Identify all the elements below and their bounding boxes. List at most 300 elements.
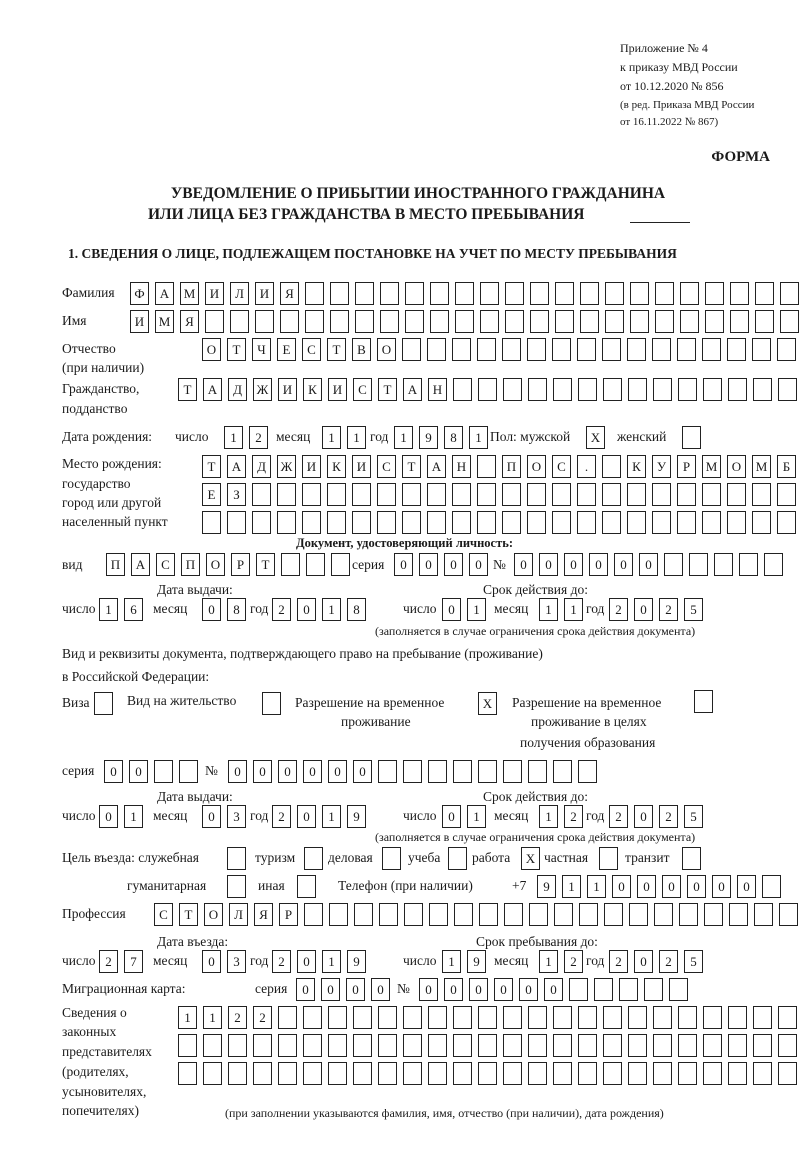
char-cell[interactable]: 2 bbox=[609, 805, 628, 828]
char-cell[interactable] bbox=[352, 511, 371, 534]
char-cell[interactable] bbox=[529, 903, 548, 926]
reps-field-line2[interactable] bbox=[178, 1034, 797, 1057]
profession-field[interactable] bbox=[154, 903, 798, 926]
char-cell[interactable] bbox=[404, 903, 423, 926]
char-cell[interactable] bbox=[552, 338, 571, 361]
birth-month-field[interactable] bbox=[322, 426, 366, 449]
char-cell[interactable]: 0 bbox=[297, 598, 316, 621]
char-cell[interactable] bbox=[302, 511, 321, 534]
char-cell[interactable] bbox=[605, 310, 624, 333]
char-cell[interactable] bbox=[577, 483, 596, 506]
char-cell[interactable] bbox=[252, 483, 271, 506]
char-cell[interactable] bbox=[328, 1034, 347, 1057]
char-cell[interactable] bbox=[382, 847, 401, 870]
char-cell[interactable]: 0 bbox=[419, 978, 438, 1001]
char-cell[interactable] bbox=[430, 282, 449, 305]
birthplace-field-line2[interactable] bbox=[202, 483, 796, 506]
entry-month-field[interactable] bbox=[202, 950, 246, 973]
char-cell[interactable] bbox=[379, 903, 398, 926]
char-cell[interactable]: 0 bbox=[303, 760, 322, 783]
char-cell[interactable]: 0 bbox=[687, 875, 706, 898]
char-cell[interactable]: 2 bbox=[659, 805, 678, 828]
char-cell[interactable]: С bbox=[154, 903, 173, 926]
char-cell[interactable] bbox=[578, 760, 597, 783]
char-cell[interactable] bbox=[452, 511, 471, 534]
char-cell[interactable] bbox=[753, 378, 772, 401]
char-cell[interactable]: 0 bbox=[202, 598, 221, 621]
phone-field[interactable] bbox=[537, 875, 781, 898]
char-cell[interactable] bbox=[619, 978, 638, 1001]
char-cell[interactable] bbox=[654, 903, 673, 926]
char-cell[interactable]: А bbox=[427, 455, 446, 478]
char-cell[interactable] bbox=[205, 310, 224, 333]
char-cell[interactable]: 0 bbox=[202, 805, 221, 828]
char-cell[interactable] bbox=[752, 483, 771, 506]
char-cell[interactable] bbox=[453, 1034, 472, 1057]
char-cell[interactable] bbox=[302, 483, 321, 506]
char-cell[interactable]: А bbox=[131, 553, 150, 576]
char-cell[interactable]: 0 bbox=[253, 760, 272, 783]
char-cell[interactable]: Т bbox=[256, 553, 275, 576]
char-cell[interactable]: С bbox=[377, 455, 396, 478]
char-cell[interactable]: Д bbox=[252, 455, 271, 478]
char-cell[interactable] bbox=[478, 1006, 497, 1029]
char-cell[interactable]: 0 bbox=[544, 978, 563, 1001]
char-cell[interactable]: К bbox=[303, 378, 322, 401]
char-cell[interactable] bbox=[505, 310, 524, 333]
char-cell[interactable]: Т bbox=[227, 338, 246, 361]
stay-month-field[interactable] bbox=[539, 950, 583, 973]
char-cell[interactable] bbox=[203, 1034, 222, 1057]
char-cell[interactable] bbox=[228, 1034, 247, 1057]
reps-field-line1[interactable] bbox=[178, 1006, 797, 1029]
char-cell[interactable]: 0 bbox=[296, 978, 315, 1001]
entry-year-field[interactable] bbox=[272, 950, 366, 973]
char-cell[interactable] bbox=[502, 483, 521, 506]
char-cell[interactable] bbox=[603, 1034, 622, 1057]
char-cell[interactable]: С bbox=[156, 553, 175, 576]
purpose-business-checkbox[interactable] bbox=[382, 847, 401, 870]
char-cell[interactable] bbox=[528, 378, 547, 401]
char-cell[interactable] bbox=[603, 1006, 622, 1029]
char-cell[interactable] bbox=[297, 875, 316, 898]
char-cell[interactable] bbox=[527, 511, 546, 534]
char-cell[interactable]: Т bbox=[179, 903, 198, 926]
char-cell[interactable]: А bbox=[203, 378, 222, 401]
char-cell[interactable]: 0 bbox=[228, 760, 247, 783]
char-cell[interactable]: П bbox=[181, 553, 200, 576]
char-cell[interactable]: 2 bbox=[272, 950, 291, 973]
char-cell[interactable] bbox=[278, 1006, 297, 1029]
char-cell[interactable] bbox=[353, 1034, 372, 1057]
char-cell[interactable] bbox=[306, 553, 325, 576]
char-cell[interactable]: К bbox=[627, 455, 646, 478]
char-cell[interactable] bbox=[764, 553, 783, 576]
char-cell[interactable] bbox=[705, 282, 724, 305]
char-cell[interactable] bbox=[427, 511, 446, 534]
char-cell[interactable] bbox=[352, 483, 371, 506]
char-cell[interactable] bbox=[230, 310, 249, 333]
char-cell[interactable] bbox=[354, 903, 373, 926]
char-cell[interactable] bbox=[303, 1062, 322, 1085]
char-cell[interactable] bbox=[703, 1006, 722, 1029]
doc-valid-day-field[interactable] bbox=[442, 598, 486, 621]
char-cell[interactable] bbox=[553, 760, 572, 783]
char-cell[interactable] bbox=[652, 511, 671, 534]
char-cell[interactable]: 1 bbox=[124, 805, 143, 828]
char-cell[interactable] bbox=[453, 378, 472, 401]
doc-issue-month-field[interactable] bbox=[202, 598, 246, 621]
char-cell[interactable]: 0 bbox=[321, 978, 340, 1001]
char-cell[interactable]: И bbox=[278, 378, 297, 401]
char-cell[interactable] bbox=[478, 760, 497, 783]
char-cell[interactable]: Н bbox=[428, 378, 447, 401]
char-cell[interactable] bbox=[714, 553, 733, 576]
char-cell[interactable] bbox=[569, 978, 588, 1001]
char-cell[interactable]: 1 bbox=[322, 950, 341, 973]
char-cell[interactable] bbox=[677, 338, 696, 361]
char-cell[interactable] bbox=[203, 1062, 222, 1085]
doc-valid-month-field[interactable] bbox=[539, 598, 583, 621]
char-cell[interactable]: О bbox=[527, 455, 546, 478]
purpose-private-checkbox[interactable] bbox=[599, 847, 618, 870]
char-cell[interactable] bbox=[554, 903, 573, 926]
char-cell[interactable] bbox=[377, 511, 396, 534]
char-cell[interactable]: О bbox=[202, 338, 221, 361]
birthplace-field-line1[interactable] bbox=[202, 455, 796, 478]
char-cell[interactable] bbox=[755, 282, 774, 305]
char-cell[interactable]: М bbox=[180, 282, 199, 305]
char-cell[interactable]: Н bbox=[452, 455, 471, 478]
char-cell[interactable] bbox=[752, 511, 771, 534]
char-cell[interactable]: 1 bbox=[394, 426, 413, 449]
char-cell[interactable] bbox=[504, 903, 523, 926]
char-cell[interactable]: 1 bbox=[539, 950, 558, 973]
char-cell[interactable]: 0 bbox=[634, 950, 653, 973]
char-cell[interactable] bbox=[580, 282, 599, 305]
char-cell[interactable]: 0 bbox=[634, 598, 653, 621]
citizenship-field[interactable] bbox=[178, 378, 797, 401]
stay-day-field[interactable] bbox=[442, 950, 486, 973]
char-cell[interactable] bbox=[578, 1062, 597, 1085]
char-cell[interactable] bbox=[277, 483, 296, 506]
char-cell[interactable]: С bbox=[353, 378, 372, 401]
char-cell[interactable]: 1 bbox=[467, 598, 486, 621]
char-cell[interactable] bbox=[178, 1062, 197, 1085]
char-cell[interactable] bbox=[778, 1006, 797, 1029]
char-cell[interactable] bbox=[304, 847, 323, 870]
doc-valid-year-field[interactable] bbox=[609, 598, 703, 621]
char-cell[interactable] bbox=[577, 338, 596, 361]
char-cell[interactable] bbox=[553, 378, 572, 401]
char-cell[interactable] bbox=[779, 903, 798, 926]
char-cell[interactable] bbox=[602, 483, 621, 506]
char-cell[interactable] bbox=[477, 483, 496, 506]
char-cell[interactable] bbox=[427, 338, 446, 361]
char-cell[interactable] bbox=[353, 1006, 372, 1029]
char-cell[interactable] bbox=[480, 282, 499, 305]
char-cell[interactable] bbox=[253, 1062, 272, 1085]
char-cell[interactable] bbox=[682, 426, 701, 449]
char-cell[interactable]: 0 bbox=[444, 978, 463, 1001]
char-cell[interactable]: И bbox=[255, 282, 274, 305]
patronymic-field[interactable] bbox=[202, 338, 796, 361]
char-cell[interactable] bbox=[627, 338, 646, 361]
char-cell[interactable]: 3 bbox=[227, 950, 246, 973]
right-doc-valid-year-field[interactable] bbox=[609, 805, 703, 828]
char-cell[interactable] bbox=[678, 1034, 697, 1057]
char-cell[interactable]: 0 bbox=[394, 553, 413, 576]
trp-education-checkbox[interactable] bbox=[694, 690, 713, 713]
char-cell[interactable] bbox=[478, 1062, 497, 1085]
char-cell[interactable]: 0 bbox=[442, 805, 461, 828]
birth-day-field[interactable] bbox=[224, 426, 268, 449]
char-cell[interactable]: 0 bbox=[442, 598, 461, 621]
char-cell[interactable] bbox=[353, 1062, 372, 1085]
right-doc-number-field[interactable] bbox=[228, 760, 597, 783]
char-cell[interactable]: Р bbox=[231, 553, 250, 576]
right-doc-valid-month-field[interactable] bbox=[539, 805, 583, 828]
char-cell[interactable]: 2 bbox=[564, 805, 583, 828]
char-cell[interactable]: 1 bbox=[203, 1006, 222, 1029]
char-cell[interactable] bbox=[669, 978, 688, 1001]
purpose-other-checkbox[interactable] bbox=[297, 875, 316, 898]
char-cell[interactable]: 2 bbox=[272, 805, 291, 828]
char-cell[interactable] bbox=[452, 483, 471, 506]
char-cell[interactable] bbox=[628, 1062, 647, 1085]
char-cell[interactable] bbox=[553, 1006, 572, 1029]
char-cell[interactable] bbox=[528, 1062, 547, 1085]
char-cell[interactable] bbox=[664, 553, 683, 576]
char-cell[interactable] bbox=[478, 1034, 497, 1057]
char-cell[interactable]: С bbox=[302, 338, 321, 361]
char-cell[interactable]: 2 bbox=[659, 598, 678, 621]
char-cell[interactable]: Б bbox=[777, 455, 796, 478]
char-cell[interactable]: И bbox=[352, 455, 371, 478]
char-cell[interactable]: О bbox=[377, 338, 396, 361]
char-cell[interactable] bbox=[680, 282, 699, 305]
char-cell[interactable] bbox=[427, 483, 446, 506]
char-cell[interactable]: Я bbox=[180, 310, 199, 333]
char-cell[interactable] bbox=[453, 1006, 472, 1029]
char-cell[interactable] bbox=[603, 378, 622, 401]
char-cell[interactable] bbox=[303, 1006, 322, 1029]
char-cell[interactable]: Я bbox=[254, 903, 273, 926]
char-cell[interactable] bbox=[694, 690, 713, 713]
char-cell[interactable] bbox=[727, 511, 746, 534]
char-cell[interactable] bbox=[728, 1062, 747, 1085]
char-cell[interactable]: Ч bbox=[252, 338, 271, 361]
char-cell[interactable] bbox=[330, 282, 349, 305]
purpose-official-checkbox[interactable] bbox=[227, 847, 246, 870]
char-cell[interactable]: 2 bbox=[249, 426, 268, 449]
purpose-work-checkbox[interactable] bbox=[521, 847, 540, 870]
char-cell[interactable] bbox=[328, 1062, 347, 1085]
char-cell[interactable] bbox=[653, 1034, 672, 1057]
char-cell[interactable]: 1 bbox=[564, 598, 583, 621]
char-cell[interactable]: 1 bbox=[539, 598, 558, 621]
char-cell[interactable] bbox=[577, 511, 596, 534]
char-cell[interactable] bbox=[304, 903, 323, 926]
char-cell[interactable] bbox=[703, 378, 722, 401]
char-cell[interactable]: 0 bbox=[297, 805, 316, 828]
char-cell[interactable] bbox=[552, 483, 571, 506]
char-cell[interactable] bbox=[527, 483, 546, 506]
char-cell[interactable] bbox=[402, 511, 421, 534]
char-cell[interactable] bbox=[753, 1062, 772, 1085]
char-cell[interactable]: 0 bbox=[639, 553, 658, 576]
char-cell[interactable]: 3 bbox=[227, 805, 246, 828]
char-cell[interactable] bbox=[755, 310, 774, 333]
char-cell[interactable]: 5 bbox=[684, 805, 703, 828]
char-cell[interactable] bbox=[430, 310, 449, 333]
doc-issue-year-field[interactable] bbox=[272, 598, 366, 621]
char-cell[interactable] bbox=[655, 282, 674, 305]
char-cell[interactable] bbox=[762, 875, 781, 898]
char-cell[interactable] bbox=[678, 1062, 697, 1085]
char-cell[interactable]: 2 bbox=[609, 950, 628, 973]
char-cell[interactable] bbox=[605, 282, 624, 305]
char-cell[interactable] bbox=[428, 760, 447, 783]
char-cell[interactable] bbox=[780, 310, 799, 333]
char-cell[interactable] bbox=[655, 310, 674, 333]
char-cell[interactable] bbox=[278, 1062, 297, 1085]
char-cell[interactable] bbox=[477, 455, 496, 478]
char-cell[interactable] bbox=[530, 310, 549, 333]
char-cell[interactable]: 0 bbox=[202, 950, 221, 973]
char-cell[interactable] bbox=[327, 511, 346, 534]
char-cell[interactable] bbox=[202, 511, 221, 534]
residence-checkbox[interactable] bbox=[262, 692, 281, 715]
char-cell[interactable] bbox=[453, 1062, 472, 1085]
char-cell[interactable]: 0 bbox=[634, 805, 653, 828]
char-cell[interactable] bbox=[594, 978, 613, 1001]
char-cell[interactable]: 0 bbox=[371, 978, 390, 1001]
char-cell[interactable] bbox=[777, 483, 796, 506]
char-cell[interactable] bbox=[503, 760, 522, 783]
char-cell[interactable] bbox=[578, 1034, 597, 1057]
char-cell[interactable] bbox=[677, 511, 696, 534]
char-cell[interactable]: Р bbox=[677, 455, 696, 478]
char-cell[interactable] bbox=[778, 378, 797, 401]
char-cell[interactable] bbox=[528, 760, 547, 783]
char-cell[interactable] bbox=[252, 511, 271, 534]
char-cell[interactable]: 0 bbox=[494, 978, 513, 1001]
migration-number-field[interactable] bbox=[419, 978, 688, 1001]
char-cell[interactable]: З bbox=[227, 483, 246, 506]
char-cell[interactable] bbox=[227, 511, 246, 534]
char-cell[interactable] bbox=[678, 1006, 697, 1029]
char-cell[interactable]: А bbox=[403, 378, 422, 401]
char-cell[interactable] bbox=[753, 1034, 772, 1057]
char-cell[interactable] bbox=[780, 282, 799, 305]
char-cell[interactable] bbox=[705, 310, 724, 333]
purpose-study-checkbox[interactable] bbox=[448, 847, 467, 870]
char-cell[interactable] bbox=[403, 760, 422, 783]
char-cell[interactable]: Т bbox=[178, 378, 197, 401]
char-cell[interactable]: О bbox=[204, 903, 223, 926]
char-cell[interactable] bbox=[578, 378, 597, 401]
char-cell[interactable]: 8 bbox=[227, 598, 246, 621]
char-cell[interactable]: Ж bbox=[277, 455, 296, 478]
char-cell[interactable] bbox=[630, 310, 649, 333]
char-cell[interactable] bbox=[253, 1034, 272, 1057]
char-cell[interactable] bbox=[653, 378, 672, 401]
char-cell[interactable] bbox=[704, 903, 723, 926]
char-cell[interactable] bbox=[680, 310, 699, 333]
char-cell[interactable] bbox=[580, 310, 599, 333]
char-cell[interactable] bbox=[255, 310, 274, 333]
char-cell[interactable] bbox=[727, 338, 746, 361]
char-cell[interactable]: 0 bbox=[278, 760, 297, 783]
char-cell[interactable] bbox=[503, 1006, 522, 1029]
char-cell[interactable]: 1 bbox=[469, 426, 488, 449]
char-cell[interactable] bbox=[455, 282, 474, 305]
char-cell[interactable] bbox=[330, 310, 349, 333]
right-doc-series-field[interactable] bbox=[104, 760, 198, 783]
char-cell[interactable]: 0 bbox=[346, 978, 365, 1001]
char-cell[interactable]: 9 bbox=[347, 805, 366, 828]
char-cell[interactable] bbox=[505, 282, 524, 305]
char-cell[interactable] bbox=[355, 282, 374, 305]
birthplace-field-line3[interactable] bbox=[202, 511, 796, 534]
char-cell[interactable] bbox=[777, 511, 796, 534]
char-cell[interactable] bbox=[94, 692, 113, 715]
char-cell[interactable]: 0 bbox=[662, 875, 681, 898]
char-cell[interactable]: Т bbox=[378, 378, 397, 401]
char-cell[interactable]: М bbox=[155, 310, 174, 333]
char-cell[interactable] bbox=[429, 903, 448, 926]
char-cell[interactable] bbox=[154, 760, 173, 783]
char-cell[interactable]: X bbox=[586, 426, 605, 449]
char-cell[interactable] bbox=[227, 847, 246, 870]
char-cell[interactable]: 0 bbox=[737, 875, 756, 898]
char-cell[interactable] bbox=[402, 338, 421, 361]
char-cell[interactable] bbox=[328, 1006, 347, 1029]
char-cell[interactable]: 0 bbox=[589, 553, 608, 576]
char-cell[interactable]: П bbox=[502, 455, 521, 478]
char-cell[interactable] bbox=[627, 511, 646, 534]
char-cell[interactable] bbox=[527, 338, 546, 361]
right-doc-valid-day-field[interactable] bbox=[442, 805, 486, 828]
char-cell[interactable] bbox=[653, 1062, 672, 1085]
char-cell[interactable]: Е bbox=[202, 483, 221, 506]
char-cell[interactable]: 2 bbox=[659, 950, 678, 973]
char-cell[interactable]: 1 bbox=[322, 426, 341, 449]
char-cell[interactable]: 8 bbox=[444, 426, 463, 449]
char-cell[interactable]: 1 bbox=[562, 875, 581, 898]
char-cell[interactable] bbox=[503, 1034, 522, 1057]
char-cell[interactable]: И bbox=[302, 455, 321, 478]
doc-series-field[interactable] bbox=[394, 553, 488, 576]
char-cell[interactable] bbox=[478, 378, 497, 401]
char-cell[interactable] bbox=[652, 338, 671, 361]
char-cell[interactable] bbox=[553, 1062, 572, 1085]
char-cell[interactable]: 2 bbox=[253, 1006, 272, 1029]
char-cell[interactable] bbox=[578, 1006, 597, 1029]
char-cell[interactable]: 8 bbox=[347, 598, 366, 621]
char-cell[interactable] bbox=[778, 1034, 797, 1057]
char-cell[interactable]: П bbox=[106, 553, 125, 576]
char-cell[interactable]: 0 bbox=[539, 553, 558, 576]
char-cell[interactable] bbox=[703, 1062, 722, 1085]
char-cell[interactable] bbox=[179, 760, 198, 783]
char-cell[interactable]: Л bbox=[230, 282, 249, 305]
char-cell[interactable]: 0 bbox=[104, 760, 123, 783]
char-cell[interactable]: 2 bbox=[228, 1006, 247, 1029]
char-cell[interactable]: 5 bbox=[684, 950, 703, 973]
char-cell[interactable]: 0 bbox=[469, 978, 488, 1001]
